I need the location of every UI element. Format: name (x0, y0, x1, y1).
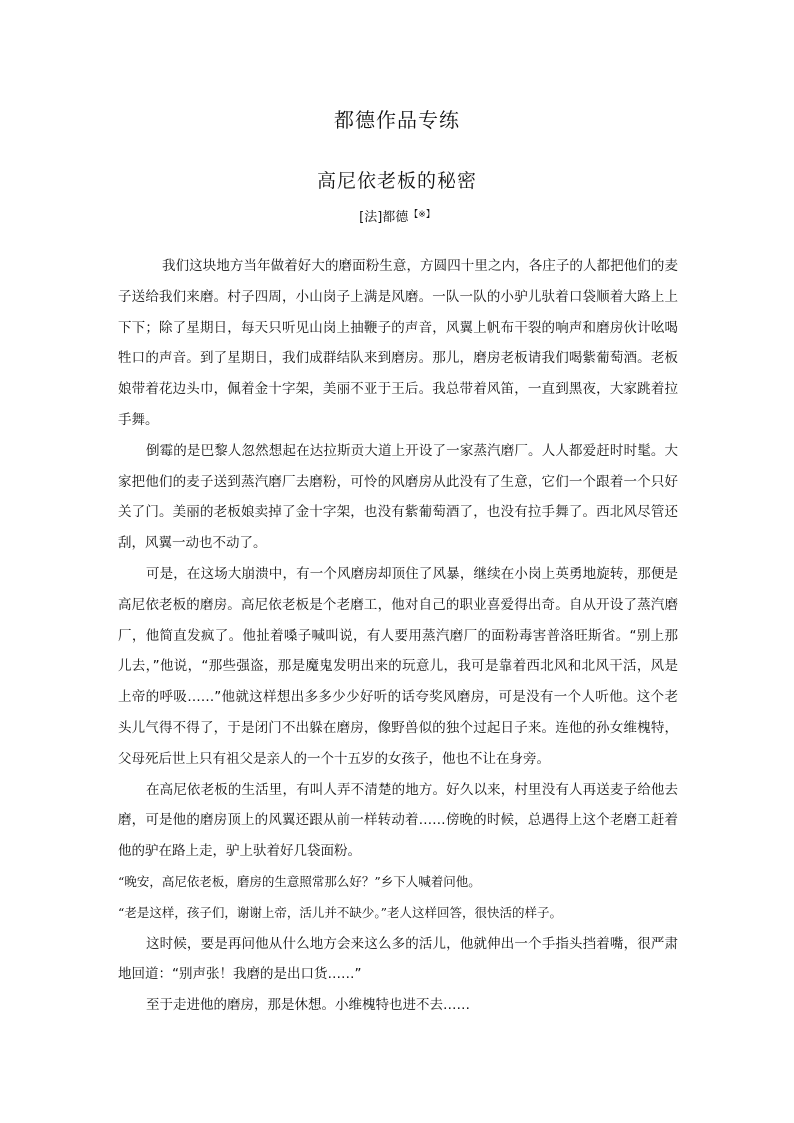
series-title: 都德作品专练 (334, 108, 460, 132)
paragraph-6: 至于走进他的磨房，那是休想。小维槐特也进不去…… (146, 997, 470, 1014)
byline (0, 206, 794, 225)
paragraph-5: 这时候，要是再问他从什么地方会来这么多的活儿，他就伸出一个手指头挡着嘴，很严肃地回道：“别声张！我磨的是出口货……” (118, 935, 678, 983)
paragraph-2: 倒霉的是巴黎人忽然想起在达拉斯贡大道上开设了一家蒸汽磨厂。人人都爱赶时时髦。大家把他们的麦子送到蒸汽磨厂去磨粉，可怜的风磨房从此没有了生意，它们一个跟着一个只好关了门。美丽的老板娘卖掉了金十字架，也没有紫葡萄酒了，也没有拉手舞了。西北风尽管还刮，风翼一动也不动了。 (118, 442, 678, 552)
paragraph-3: 可是，在这场大崩溃中，有一个风磨房却顶住了风暴，继续在小岗上英勇地旋转，那便是高尼依老板的磨房。高尼依老板是个老磨工，他对自己的职业喜爱得出奇。自从开设了蒸汽磨厂，他简直发疯了。他扯着嗓子喊叫说，有人要用蒸汽磨厂的面粉毒害普洛旺斯省。“别上那儿去，”他说，“那些强盗，那是魔鬼发明出来的玩意儿，我可是靠着西北风和北风干活，风是上帝的呼吸……”他就这样想出多多少少好听的话夸奖风磨房，可是没有一个人听他。这个老头儿气得不得了，于是闭门不出躲在磨房，像野兽似的独个过起日子来。连他的孙女维槐特，父母死后世上只有祖父是亲人的一个十五岁的女孩子，他也不让在身旁。 (118, 565, 678, 767)
dialogue-line-1: “晚安，高尼依老板，磨房的生意照常那么好？”乡下人喊着问他。 (118, 873, 481, 889)
article-body (118, 251, 678, 1021)
paragraph-1: 我们这块地方当年做着好大的磨面粉生意，方圆四十里之内，各庄子的人都把他们的麦子送给我们来磨。村子四周，小山岗子上满是风磨。一队一队的小驴儿驮着口袋顺着大路上上下下；除了星期日，每天只听见山岗上抽鞭子的声音，风翼上帆布干裂的响声和磨房伙计吆喝牲口的声音。到了星期日，我们成群结队来到磨房。那儿，磨房老板请我们喝紫葡萄酒。老板娘带着花边头巾，佩着金十字架，美丽不亚于王后。我总带着风笛，一直到黑夜，大家跳着拉手舞。 (118, 258, 678, 428)
article-title: 高尼依老板的秘密 (316, 170, 477, 192)
dialogue-line-2: “老是这样，孩子们，谢谢上帝，活儿并不缺少。”老人这样回答，很快活的样子。 (118, 904, 563, 920)
paragraph-4: 在高尼依老板的生活里，有叫人弄不清楚的地方。好久以来，村里没有人再送麦子给他去磨，可是他的磨房顶上的风翼还跟从前一样转动着……傍晚的时候，总遇得上这个老磨工赶着他的驴在路上走，驴上驮着好几袋面粉。 (118, 781, 678, 860)
author-name: [法]都德 (359, 210, 409, 225)
author-footnote-mark: 【※】 (409, 210, 435, 220)
